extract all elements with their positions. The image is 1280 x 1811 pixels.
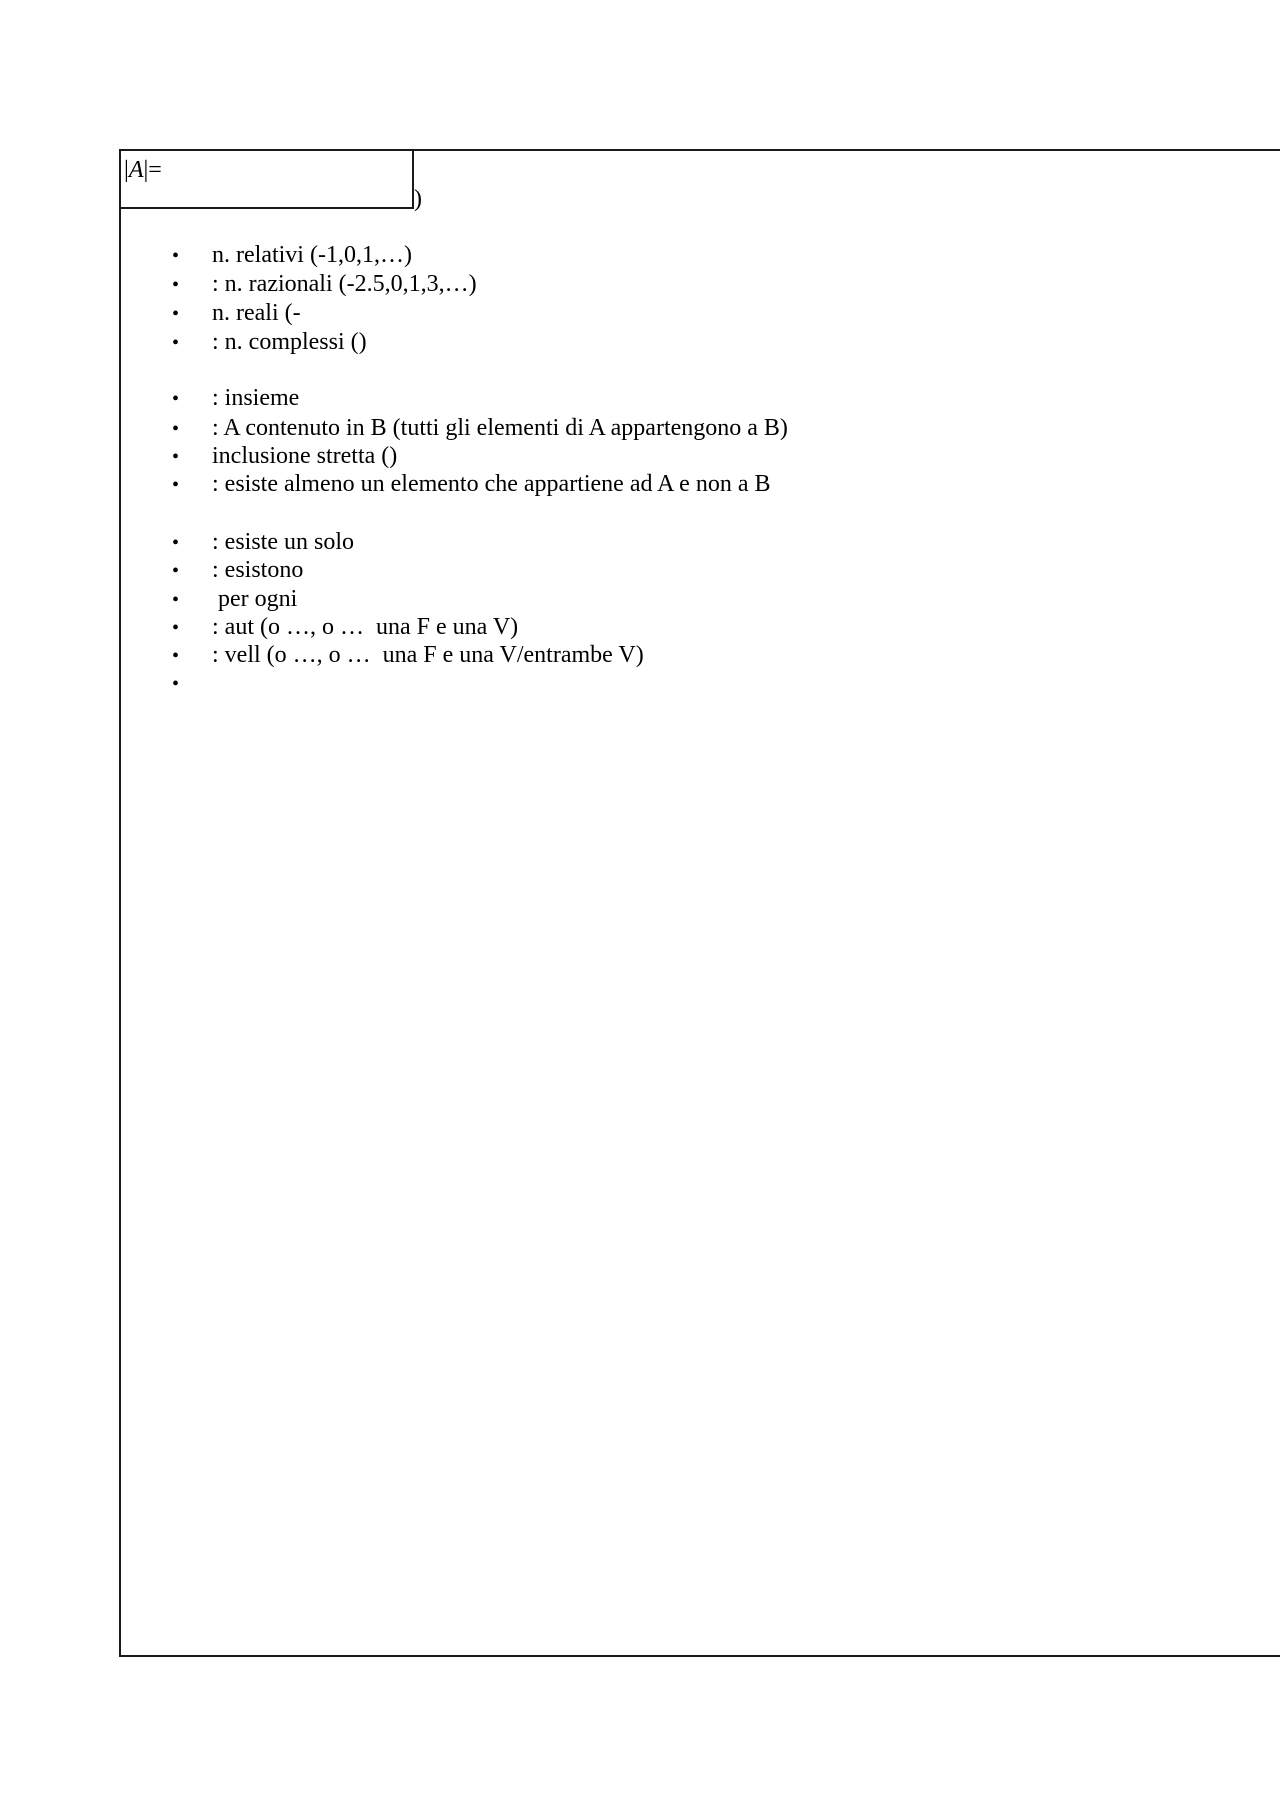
bullet-icon: • [172, 589, 180, 611]
bullet-icon: • [172, 617, 180, 639]
list-item-text: per ogni [212, 586, 298, 612]
formula-label: |A|= [124, 157, 162, 183]
list-item-text: : esiste un solo [212, 529, 354, 555]
bullet-icon: • [172, 645, 180, 667]
list-item-text: : A contenuto in B (tutti gli elementi di A appartengono a B) [212, 415, 788, 441]
bullet-icon: • [172, 303, 180, 325]
bullet-icon: • [172, 446, 180, 468]
list-item [160, 300, 367, 357]
bullet-icon: • [172, 388, 180, 410]
list-item-text: : esiste almeno un elemento che appartiene ad A e non a B [212, 471, 771, 497]
list-item [160, 641, 212, 698]
bullet-icon: • [172, 474, 180, 496]
list-item-text: n. reali (- [212, 300, 301, 326]
bullet-icon: • [172, 560, 180, 582]
list-item-text: : aut (o …, o … una F e una V) [212, 614, 519, 640]
list-item-text: : n. razionali (-2.5,0,1,3,…) [212, 271, 477, 297]
list-item-text: : insieme [212, 385, 300, 411]
overflow-paren: ) [414, 186, 422, 212]
bullet-icon: • [172, 332, 180, 354]
list-item-text: : esistono [212, 557, 304, 583]
bullet-icon: • [172, 418, 180, 440]
list-item-text: inclusione stretta () [212, 443, 398, 469]
bullet-icon: • [172, 673, 180, 695]
list-item-text: : vell (o …, o … una F e una V/entrambe V) [212, 642, 644, 668]
bullet-icon: • [172, 245, 180, 267]
list-item [160, 442, 770, 499]
bullet-icon: • [172, 274, 180, 296]
list-item-text: : n. complessi () [212, 329, 367, 355]
list-item [160, 613, 644, 670]
list-item-text: n. relativi (-1,0,1,…) [212, 242, 412, 268]
bullet-icon: • [172, 532, 180, 554]
formula-box [119, 149, 414, 209]
